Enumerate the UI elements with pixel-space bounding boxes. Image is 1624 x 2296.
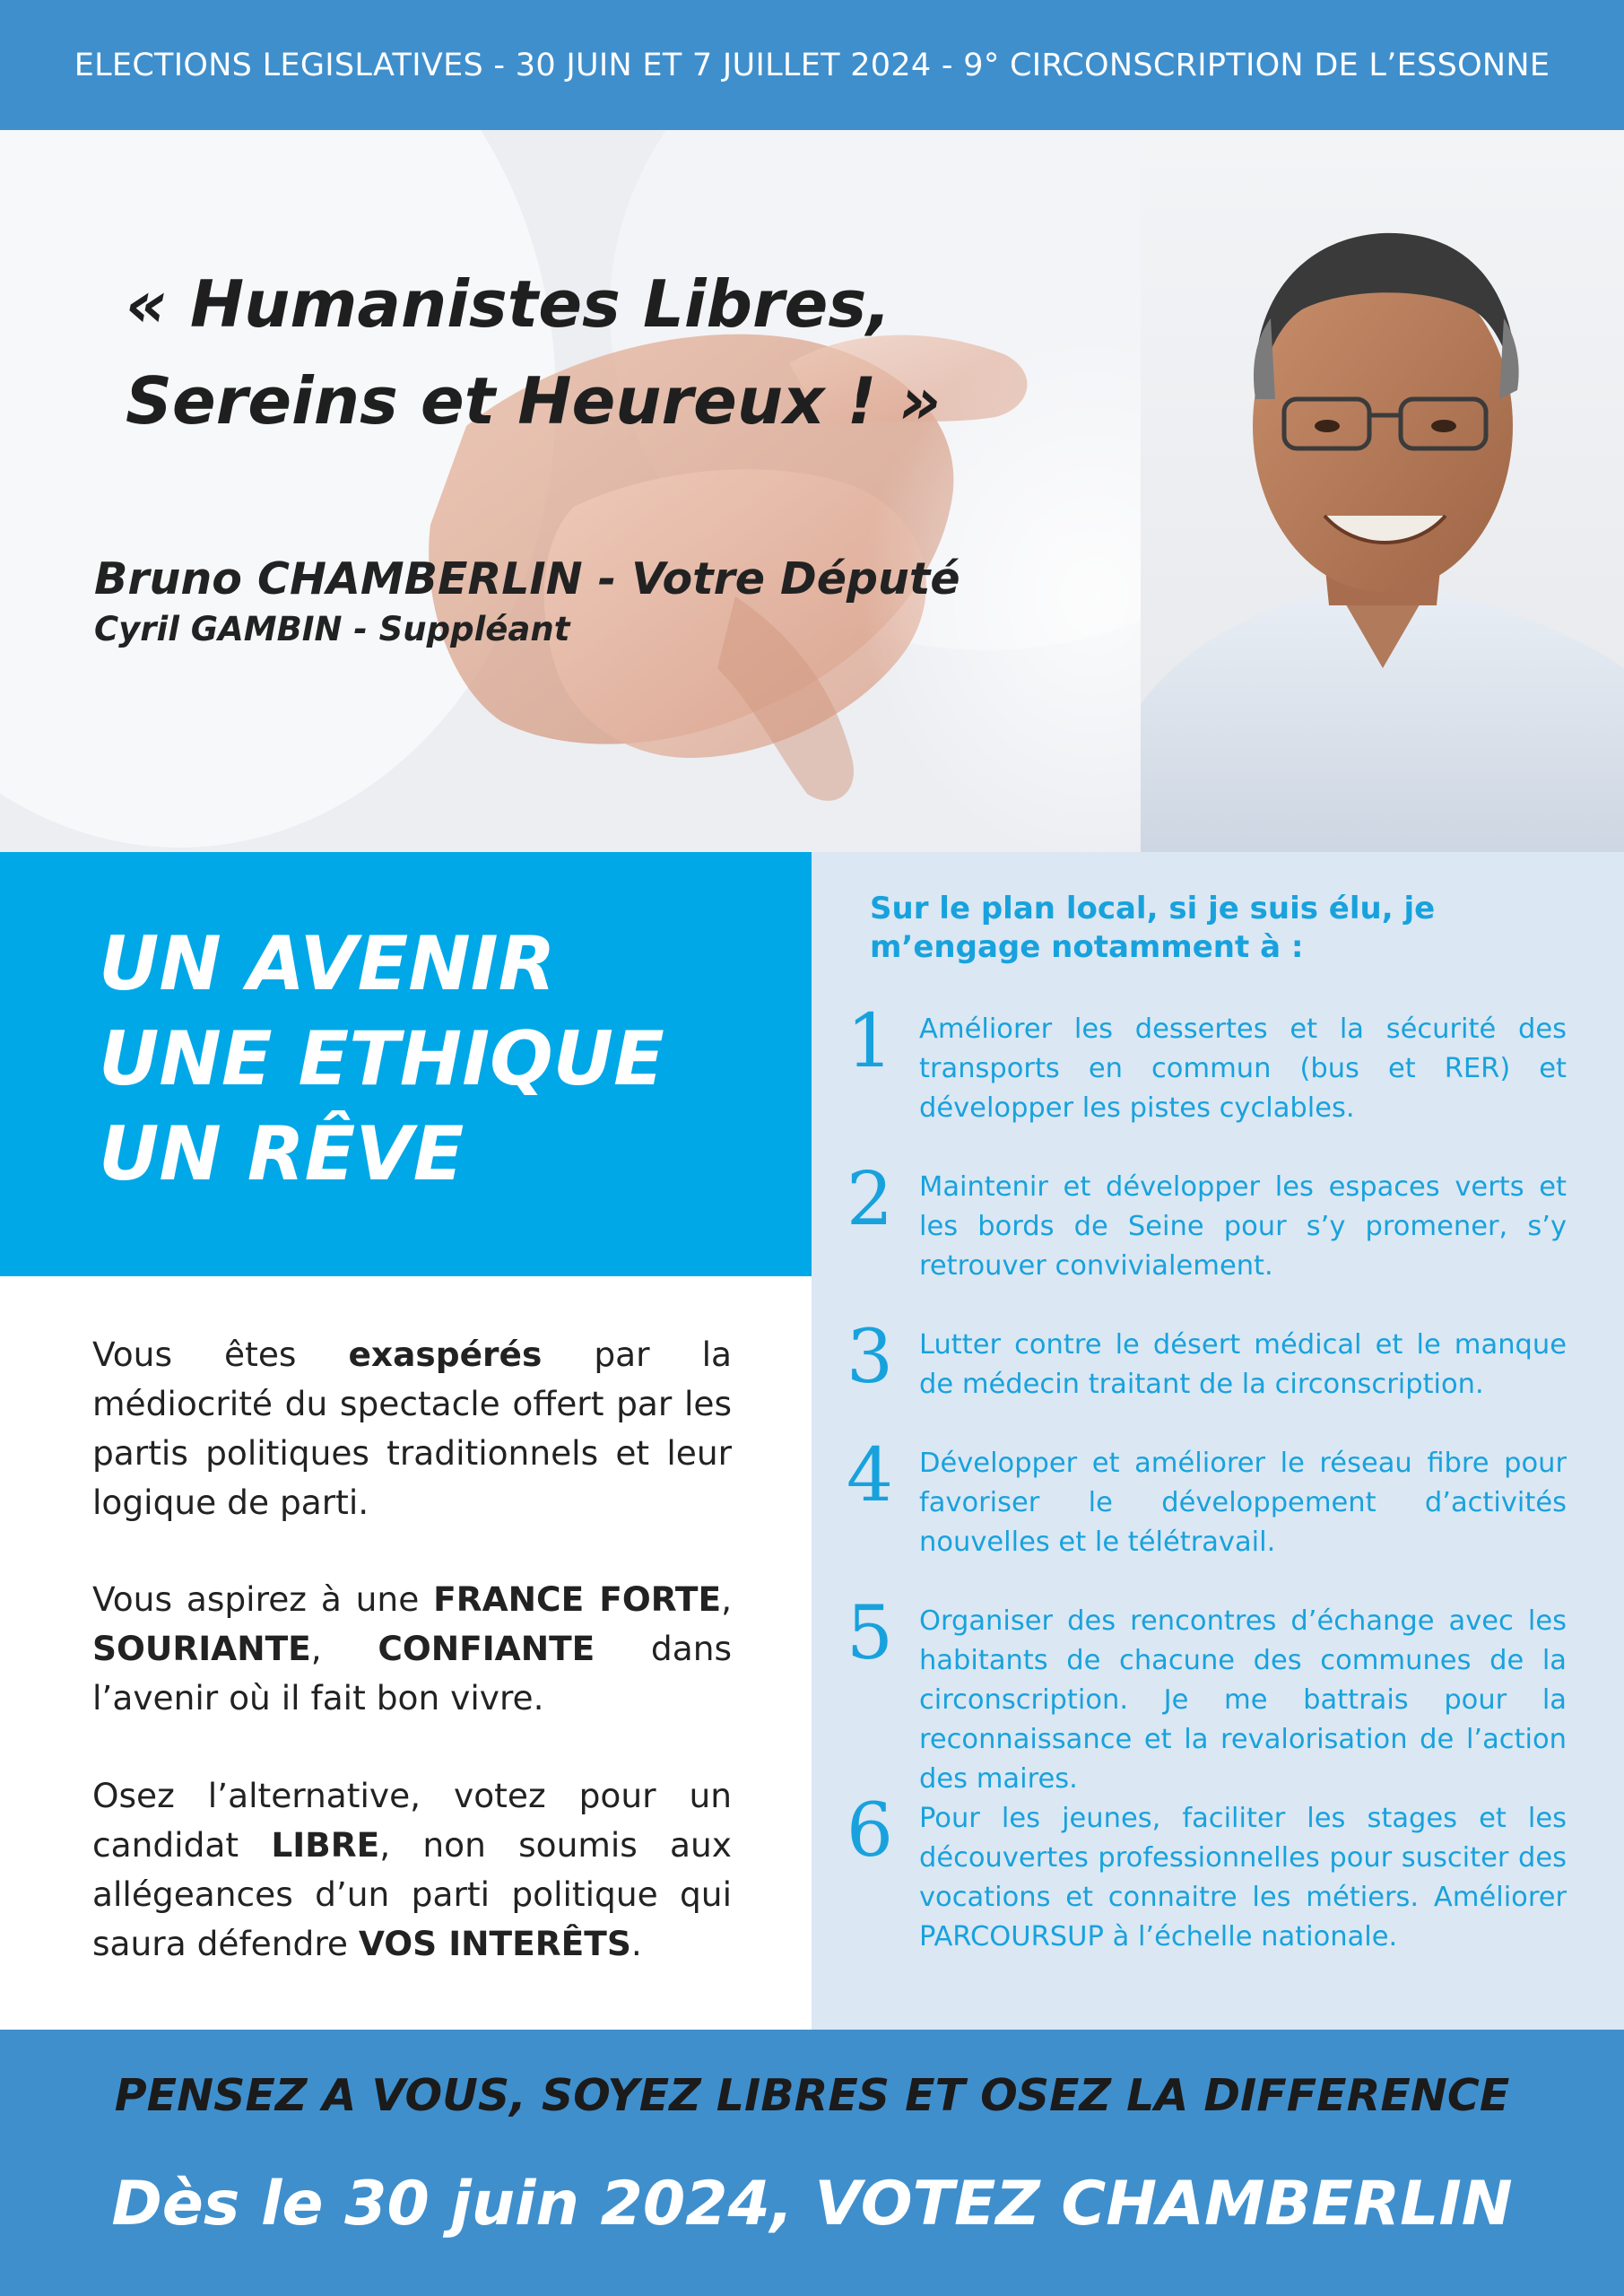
vote-call: Dès le 30 juin 2024, VOTEZ CHAMBERLIN — [111, 2169, 1513, 2239]
headline-reve: UN RÊVE — [99, 1110, 465, 1197]
call-to-action-tagline: PENSEZ A VOUS, SOYEZ LIBRES ET OSEZ LA DIFFERENCE — [114, 2070, 1510, 2121]
commitment-number: 6 — [846, 1788, 894, 1874]
commitment-number: 4 — [846, 1433, 894, 1518]
deputy-name: Bruno CHAMBERLIN - Votre Député — [94, 553, 960, 604]
commitment-number: 3 — [846, 1315, 894, 1400]
p3-bold-interets: VOS INTERÊTS — [358, 1924, 631, 1963]
p2-bold-souriante: SOURIANTE — [92, 1629, 311, 1668]
commitment-text: Organiser des rencontres d’échange avec les habitants de chacune des communes de la circonscription. Je me battrais pour la reconnaissance et la revalorisation de l’action des maires. — [919, 1605, 1567, 1795]
commitment-number: 1 — [846, 999, 894, 1084]
headline-avenir: UN AVENIR — [99, 920, 556, 1007]
p2-bold-confiante: CONFIANTE — [378, 1629, 595, 1668]
suppleant-name: Cyril GAMBIN - Suppléant — [94, 610, 570, 648]
commitment-text: Maintenir et développer les espaces verts et les bords de Seine pour s’y promener, s’y retrouver convivialement. — [919, 1171, 1567, 1282]
p1-bold: exaspérés — [348, 1335, 543, 1374]
p3-text-e: . — [630, 1924, 642, 1963]
election-title: ELECTIONS LEGISLATIVES - 30 JUIN ET 7 JUILLET 2024 - 9° CIRCONSCRIPTION DE L’ESSONNE — [74, 47, 1550, 83]
p3-bold-libre: LIBRE — [271, 1825, 380, 1865]
commitment-text: Développer et améliorer le réseau fibre pour favoriser le développement d’activités nouvelles et le télétravail. — [919, 1448, 1567, 1558]
top-banner — [0, 0, 1624, 130]
commitments-intro: Sur le plan local, si je suis élu, je m’engage notamment à : — [870, 891, 1436, 965]
slogan-line-1: « Humanistes Libres, — [126, 266, 891, 342]
commitment-number: 5 — [846, 1591, 894, 1676]
paragraph-alternative — [92, 1771, 732, 1969]
paragraph-exasperes — [92, 1330, 732, 1527]
commitment-text: Améliorer les dessertes et la sécurité des transports en commun (bus et RER) et développer les pistes cyclables. — [919, 1013, 1567, 1124]
slogan-line-2: Sereins et Heureux ! » — [126, 363, 942, 439]
headline-list — [99, 917, 664, 1202]
commitment-text: Pour les jeunes, faciliter les stages et les découvertes professionnelles pour susciter des vocations et connaitre les métiers. Améliorer PARCOURSUP à l’échelle nationale. — [919, 1803, 1567, 1952]
p2-text-g: dans l’avenir où il fait bon vivre. — [92, 1629, 733, 1718]
p2-text-a: Vous aspirez à une — [92, 1579, 434, 1619]
p1-text-a: Vous êtes — [92, 1335, 349, 1374]
commitment-number: 2 — [846, 1157, 894, 1242]
slogan — [126, 256, 1112, 449]
headline-ethique: UNE ETHIQUE — [99, 1015, 664, 1102]
p1-text-c: par la médiocrité du spectacle offert par les partis politiques traditionnels et leur logique de parti. — [92, 1335, 732, 1522]
candidate-portrait — [1141, 130, 1624, 852]
p3-text-a: Osez l’alternative, votez pour un candidat — [92, 1776, 732, 1865]
p3-text-c: , non soumis aux allégeances d’un parti politique qui saura défendre — [92, 1825, 732, 1963]
paragraph-france-forte — [92, 1575, 732, 1723]
p2-sep-1: , — [721, 1579, 733, 1619]
commitment-text: Lutter contre le désert médical et le manque de médecin traitant de la circonscription. — [919, 1329, 1567, 1400]
p2-sep-2: , — [310, 1629, 378, 1668]
p2-bold-forte: FRANCE FORTE — [433, 1579, 722, 1619]
